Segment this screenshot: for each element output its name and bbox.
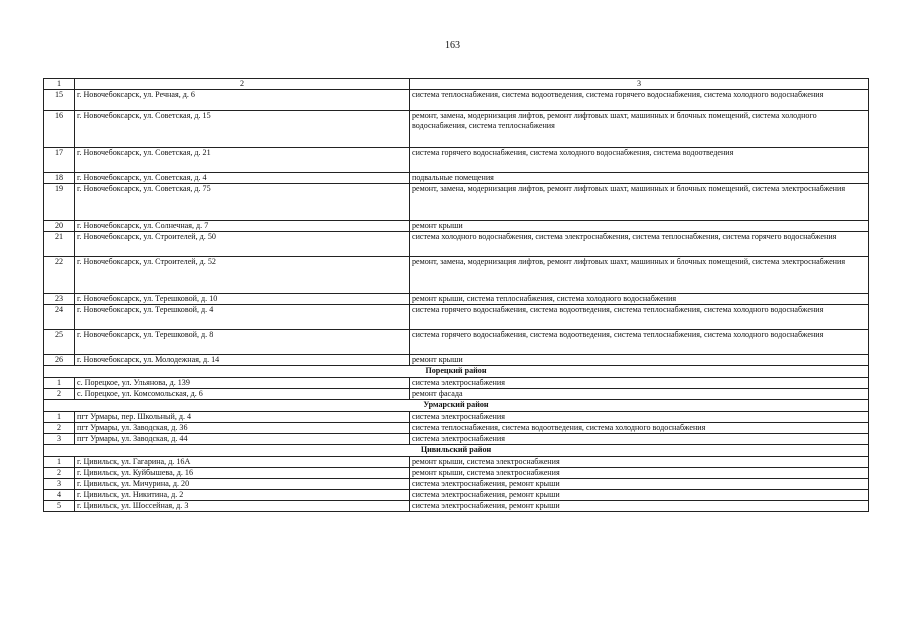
row-number: 5 <box>44 501 75 512</box>
row-number: 20 <box>44 221 75 232</box>
row-address: г. Новочебоксарск, ул. Терешковой, д. 4 <box>75 305 410 330</box>
table-row <box>44 173 869 184</box>
row-work: система электроснабжения, ремонт крыши <box>410 501 869 512</box>
row-number: 16 <box>44 111 75 148</box>
table-row <box>44 90 869 111</box>
table-row <box>44 257 869 294</box>
register-table <box>43 78 869 512</box>
table-row <box>44 457 869 468</box>
table-row <box>44 355 869 366</box>
table-row <box>44 501 869 512</box>
row-work: система электроснабжения <box>410 378 869 389</box>
row-work: система электроснабжения <box>410 412 869 423</box>
row-work: система холодного водоснабжения, система электроснабжения, система теплоснабжения, система горячего водоснабжения <box>410 232 869 257</box>
row-address: г. Новочебоксарск, ул. Молодежная, д. 14 <box>75 355 410 366</box>
row-number: 2 <box>44 423 75 434</box>
row-work: система электроснабжения <box>410 434 869 445</box>
row-address: г. Цивильск, ул. Мичурина, д. 20 <box>75 479 410 490</box>
row-number: 2 <box>44 468 75 479</box>
table-body <box>44 79 869 512</box>
table-row <box>44 378 869 389</box>
row-number: 3 <box>44 434 75 445</box>
district-title: Цивильский район <box>44 445 869 457</box>
section-row <box>44 366 869 378</box>
row-work: подвальные помещения <box>410 173 869 184</box>
row-number: 2 <box>44 389 75 400</box>
row-work: ремонт, замена, модернизация лифтов, ремонт лифтовых шахт, машинных и блочных помещений, система холодного водоснабжения, система теплоснабжения <box>410 111 869 148</box>
district-title: Порецкий район <box>44 366 869 378</box>
table-row <box>44 221 869 232</box>
row-work: ремонт фасада <box>410 389 869 400</box>
table-row <box>44 468 869 479</box>
row-number: 1 <box>44 412 75 423</box>
table-row <box>44 389 869 400</box>
row-address: г. Новочебоксарск, ул. Строителей, д. 52 <box>75 257 410 294</box>
table-row <box>44 479 869 490</box>
row-number: 18 <box>44 173 75 184</box>
row-number: 1 <box>44 378 75 389</box>
row-work: ремонт крыши <box>410 355 869 366</box>
table-row <box>44 184 869 221</box>
row-work: система горячего водоснабжения, система водоотведения, система теплоснабжения, система холодного водоснабжения <box>410 305 869 330</box>
row-number: 23 <box>44 294 75 305</box>
row-address: г. Новочебоксарск, ул. Солнечная, д. 7 <box>75 221 410 232</box>
row-address: г. Цивильск, ул. Гагарина, д. 16А <box>75 457 410 468</box>
table-row <box>44 330 869 355</box>
row-work: ремонт крыши, система электроснабжения <box>410 457 869 468</box>
row-address: г. Новочебоксарск, ул. Советская, д. 21 <box>75 148 410 173</box>
row-address: г. Цивильск, ул. Никитина, д. 2 <box>75 490 410 501</box>
row-address: с. Порецкое, ул. Ульянова, д. 139 <box>75 378 410 389</box>
row-work: ремонт крыши, система электроснабжения <box>410 468 869 479</box>
table-row <box>44 305 869 330</box>
row-address: пгт Урмары, ул. Заводская, д. 44 <box>75 434 410 445</box>
row-work: система теплоснабжения, система водоотведения, система холодного водоснабжения <box>410 423 869 434</box>
table-row <box>44 232 869 257</box>
row-number: 19 <box>44 184 75 221</box>
row-work: система электроснабжения, ремонт крыши <box>410 490 869 501</box>
row-number: 22 <box>44 257 75 294</box>
section-row <box>44 445 869 457</box>
row-work: система электроснабжения, ремонт крыши <box>410 479 869 490</box>
table-row <box>44 148 869 173</box>
page-number: 163 <box>445 40 460 51</box>
row-number: 24 <box>44 305 75 330</box>
row-number: 15 <box>44 90 75 111</box>
table-row <box>44 423 869 434</box>
header-col-2: 2 <box>75 79 410 90</box>
table-row <box>44 111 869 148</box>
table-row <box>44 412 869 423</box>
header-col-1: 1 <box>44 79 75 90</box>
row-address: г. Новочебоксарск, ул. Речная, д. 6 <box>75 90 410 111</box>
row-address: с. Порецкое, ул. Комсомольская, д. 6 <box>75 389 410 400</box>
row-address: г. Новочебоксарск, ул. Терешковой, д. 8 <box>75 330 410 355</box>
district-title: Урмарский район <box>44 400 869 412</box>
table-row <box>44 434 869 445</box>
row-number: 21 <box>44 232 75 257</box>
row-address: пгт Урмары, ул. Заводская, д. 36 <box>75 423 410 434</box>
header-col-3: 3 <box>410 79 869 90</box>
row-work: ремонт, замена, модернизация лифтов, ремонт лифтовых шахт, машинных и блочных помещений, система электроснабжения <box>410 257 869 294</box>
row-number: 17 <box>44 148 75 173</box>
row-address: г. Цивильск, ул. Шоссейная, д. 3 <box>75 501 410 512</box>
row-number: 4 <box>44 490 75 501</box>
row-address: г. Цивильск, ул. Куйбышева, д. 16 <box>75 468 410 479</box>
row-number: 25 <box>44 330 75 355</box>
row-number: 3 <box>44 479 75 490</box>
header-row <box>44 79 869 90</box>
row-number: 1 <box>44 457 75 468</box>
table-row <box>44 294 869 305</box>
row-number: 26 <box>44 355 75 366</box>
row-work: система теплоснабжения, система водоотведения, система горячего водоснабжения, система холодного водоснабжения <box>410 90 869 111</box>
row-address: г. Новочебоксарск, ул. Советская, д. 75 <box>75 184 410 221</box>
row-work: система горячего водоснабжения, система водоотведения, система теплоснабжения, система холодного водоснабжения <box>410 330 869 355</box>
row-address: г. Новочебоксарск, ул. Советская, д. 15 <box>75 111 410 148</box>
row-address: пгт Урмары, пер. Школьный, д. 4 <box>75 412 410 423</box>
row-work: ремонт крыши, система теплоснабжения, система холодного водоснабжения <box>410 294 869 305</box>
row-work: ремонт крыши <box>410 221 869 232</box>
row-work: система горячего водоснабжения, система холодного водоснабжения, система водоотведения <box>410 148 869 173</box>
row-address: г. Новочебоксарск, ул. Терешковой, д. 10 <box>75 294 410 305</box>
table-row <box>44 490 869 501</box>
section-row <box>44 400 869 412</box>
row-address: г. Новочебоксарск, ул. Советская, д. 4 <box>75 173 410 184</box>
row-work: ремонт, замена, модернизация лифтов, ремонт лифтовых шахт, машинных и блочных помещений, система электроснабжения <box>410 184 869 221</box>
row-address: г. Новочебоксарск, ул. Строителей, д. 50 <box>75 232 410 257</box>
